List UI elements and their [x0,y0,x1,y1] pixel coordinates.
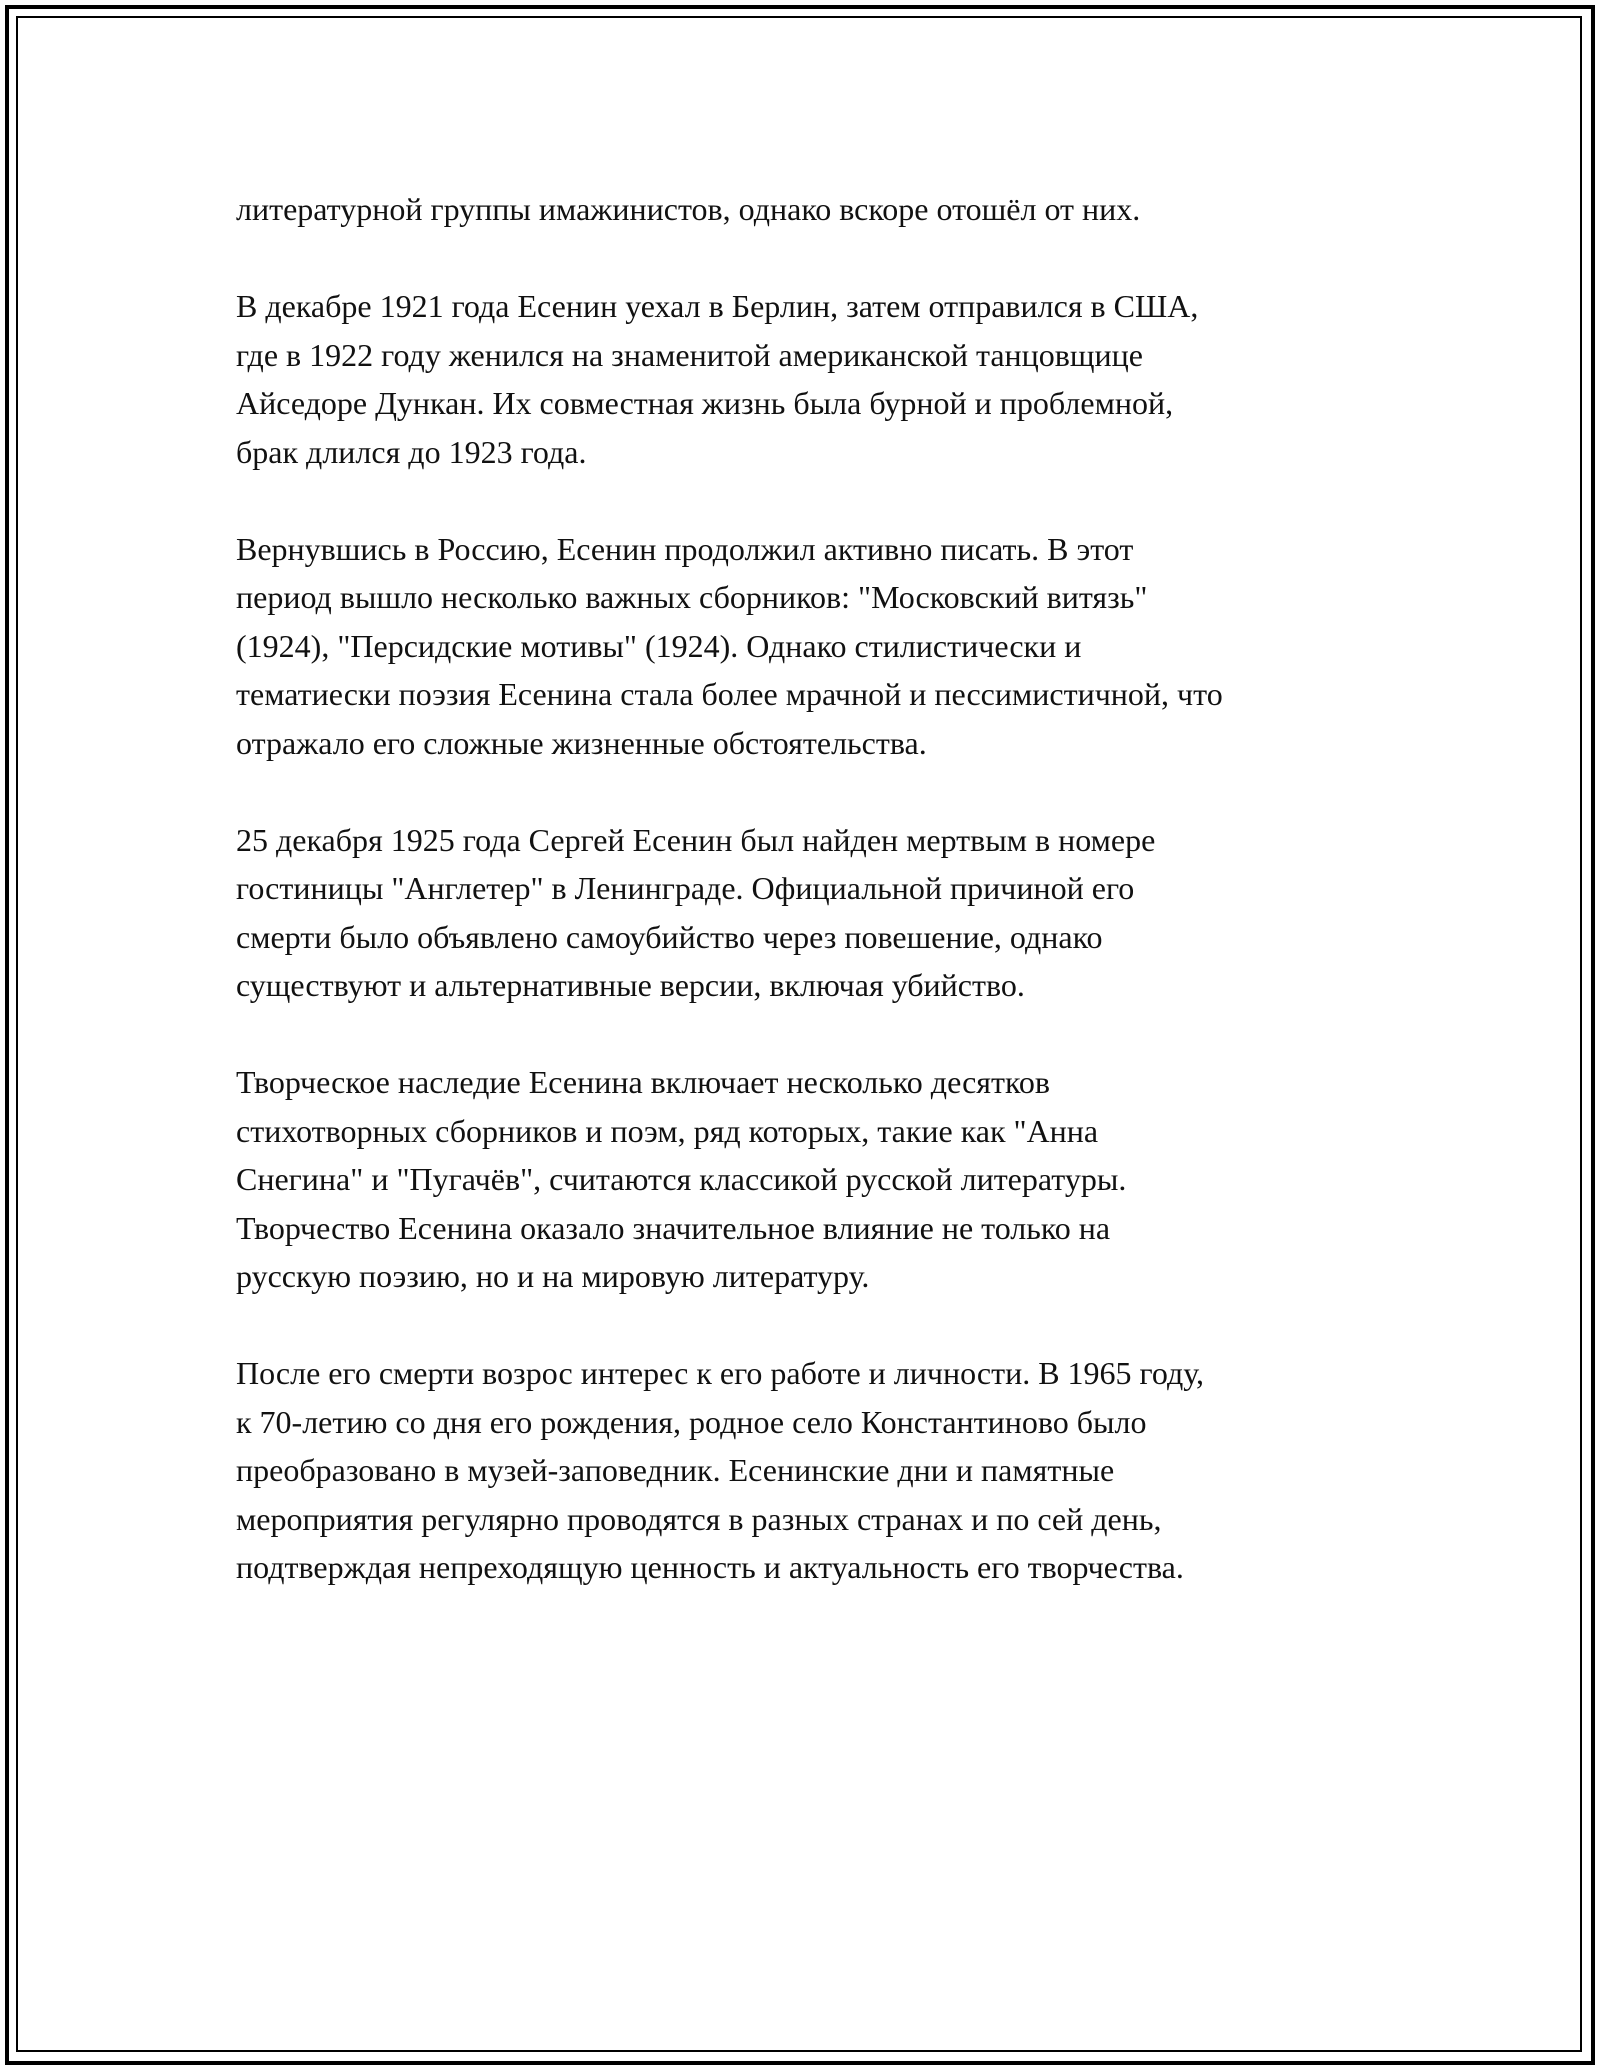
paragraph-gap [236,1301,1386,1350]
paragraph-death [236,816,1386,1010]
paragraph-gap [236,1010,1386,1059]
text-line: период вышло несколько важных сборников: "Московский витязь" [236,579,1148,615]
document-body [236,185,1386,1592]
text-line: смерти было объявлено самоубийство через повешение, однако [236,918,1103,955]
text-line: к 70-летию со дня его рождения, родное село Константиново было [236,1403,1147,1440]
paragraph-imagists [236,185,1386,234]
text-line: преобразовано в музей-заповедник. Есенинские дни и памятные [236,1452,1115,1488]
text-line: литературной группы имажинистов, однако вскоре отошёл от них. [236,191,1141,227]
paragraph-memory [236,1349,1386,1592]
paragraph-return-russia [236,525,1386,768]
text-line: русскую поэзию, но и на мировую литературу. [236,1258,870,1294]
text-line: мероприятия регулярно проводятся в разных странах и по сей день, [236,1500,1162,1537]
paragraph-gap [236,234,1386,283]
text-line: подтверждая непреходящую ценность и актуальность его творчества. [236,1549,1184,1585]
paragraph-berlin-usa [236,282,1386,476]
text-line: Айседоре Дункан. Их совместная жизнь была бурной и проблемной, [236,385,1174,421]
text-line: тематиески поэзия Есенина стала более мрачной и пессимистичной, что [236,676,1223,712]
text-line: существуют и альтернативные версии, включая убийство. [236,967,1025,1003]
text-line: После его смерти возрос интерес к его работе и личности. В 1965 году, [236,1355,1205,1391]
text-line: гостиницы "Англетер" в Ленинграде. Официальной причиной его [236,870,1135,906]
text-line: В декабре 1921 года Есенин уехал в Берлин, затем отправился в США, [236,288,1199,324]
text-line: Творчество Есенина оказало значительное влияние не только на [236,1209,1111,1246]
text-line: Вернувшись в Россию, Есенин продолжил активно писать. В этот [236,530,1134,567]
text-line: отражало его сложные жизненные обстоятельства. [236,724,927,761]
text-line: где в 1922 году женился на знаменитой американской танцовщице [236,336,1143,373]
paragraph-gap [236,476,1386,525]
text-line: (1924), "Персидские мотивы" (1924). Однако стилистически и [236,627,1082,664]
text-line: Снегина" и "Пугачёв", считаются классикой русской литературы. [236,1161,1127,1197]
text-line: 25 декабря 1925 года Сергей Есенин был найден мертвым в номере [236,821,1156,858]
text-line: стихотворных сборников и поэм, ряд которых, такие как "Анна [236,1112,1099,1149]
text-line: брак длился до 1923 года. [236,433,587,470]
paragraph-gap [236,767,1386,816]
paragraph-legacy [236,1058,1386,1301]
text-line: Творческое наследие Есенина включает несколько десятков [236,1064,1050,1100]
